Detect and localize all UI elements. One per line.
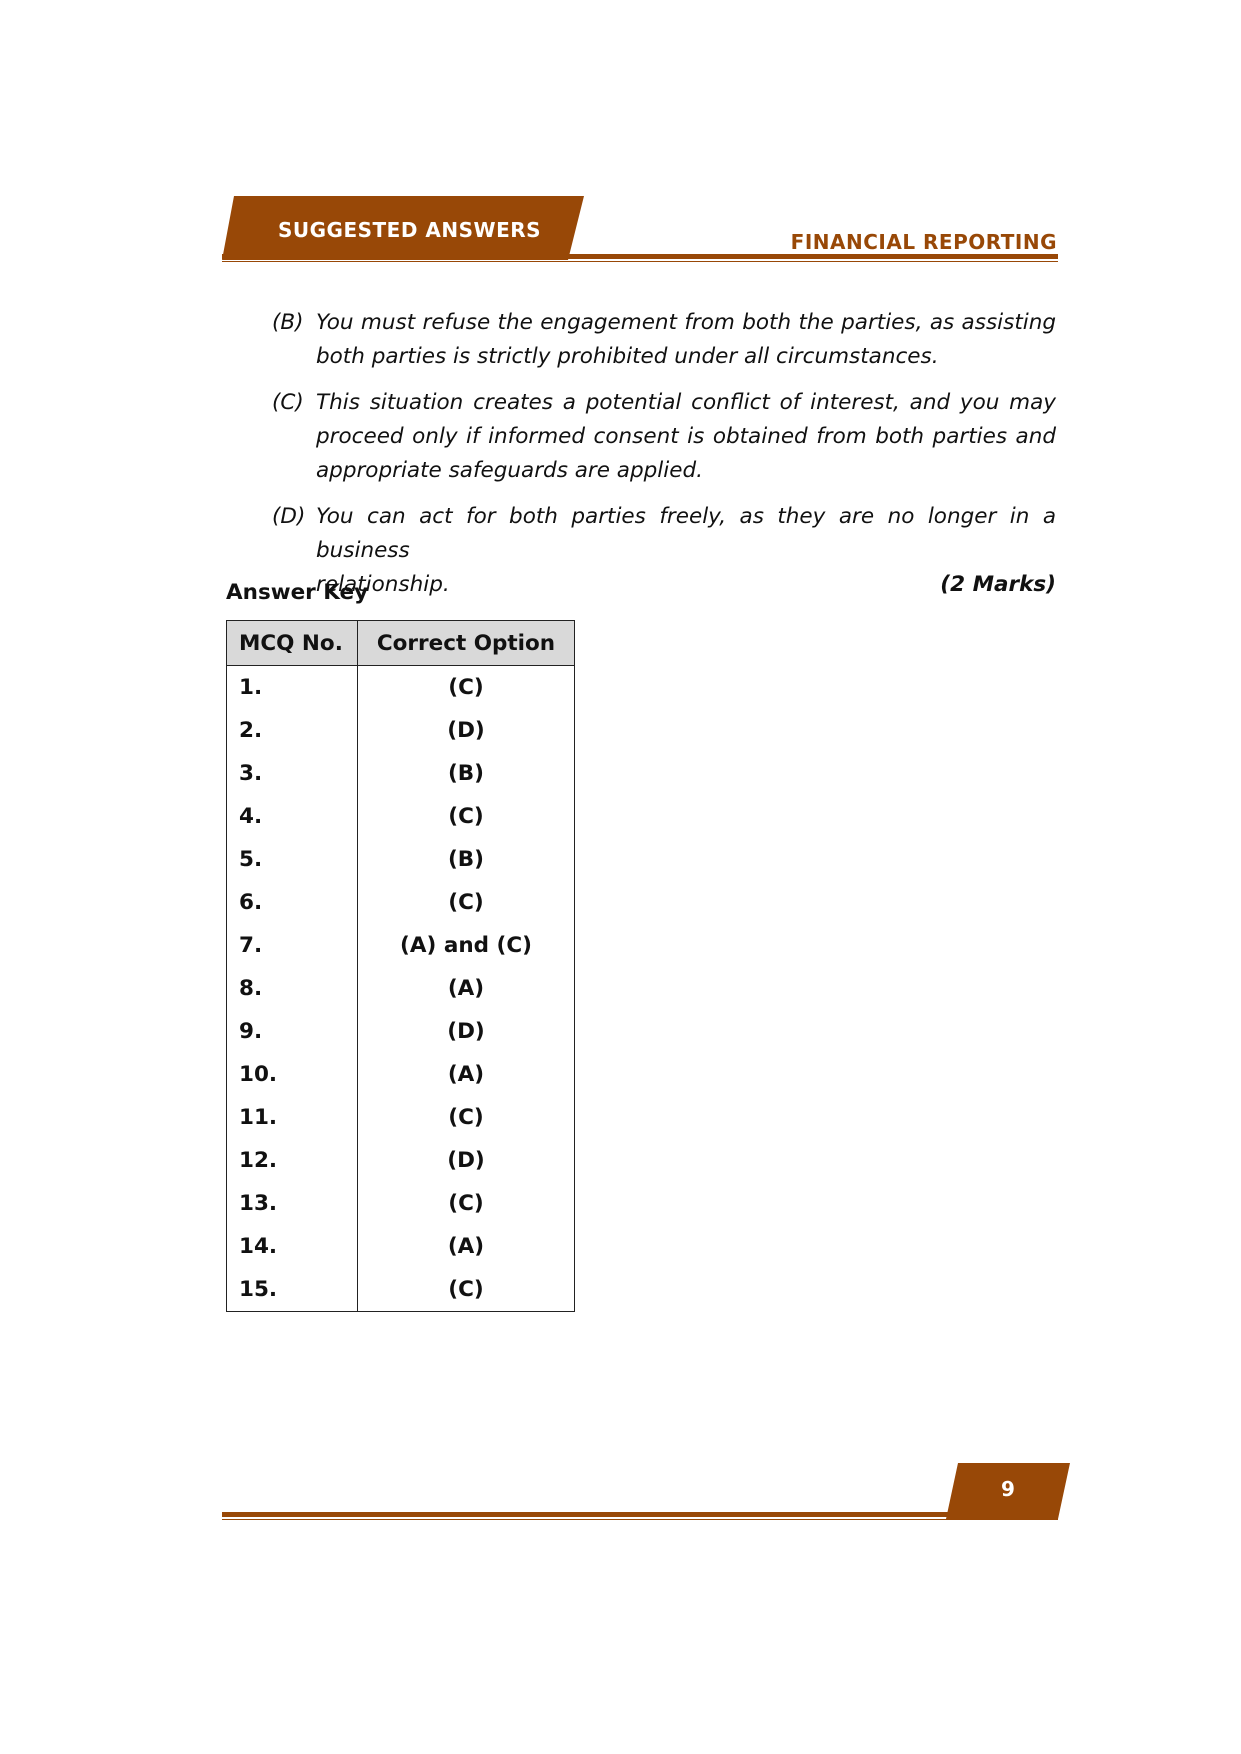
mcq-number: 10.	[227, 1053, 358, 1096]
correct-option: (C)	[358, 1182, 575, 1225]
mcq-number: 14.	[227, 1225, 358, 1268]
table-row	[227, 709, 575, 752]
table-row	[227, 924, 575, 967]
correct-option: (C)	[358, 1268, 575, 1312]
correct-option: (C)	[358, 666, 575, 710]
option-text-line1: You can act for both parties freely, as they are no longer in a business	[316, 504, 1056, 563]
option-letter: (D)	[272, 504, 306, 529]
table-row	[227, 967, 575, 1010]
option-d	[272, 500, 1056, 602]
answer-key-table	[226, 620, 575, 1312]
correct-option: (A)	[358, 967, 575, 1010]
correct-option: (B)	[358, 838, 575, 881]
header-subject-title: FINANCIAL REPORTING	[790, 230, 1057, 254]
option-letter: (C)	[272, 390, 304, 415]
correct-option: (D)	[358, 1139, 575, 1182]
correct-option: (A)	[358, 1053, 575, 1096]
page-number: 9	[1001, 1477, 1015, 1501]
mcq-number: 5.	[227, 838, 358, 881]
correct-option: (C)	[358, 795, 575, 838]
header-rule-thin	[222, 261, 1058, 262]
marks-label: (2 Marks)	[940, 572, 1056, 597]
footer-rule-thin	[222, 1519, 1058, 1520]
table-row	[227, 1225, 575, 1268]
footer-rule	[222, 1512, 952, 1517]
header-mcq-no: MCQ No.	[227, 621, 358, 666]
correct-option: (D)	[358, 1010, 575, 1053]
correct-option: (D)	[358, 709, 575, 752]
mcq-number: 1.	[227, 666, 358, 710]
mcq-number: 9.	[227, 1010, 358, 1053]
correct-option: (A) and (C)	[358, 924, 575, 967]
table-header-row	[227, 621, 575, 666]
correct-option: (C)	[358, 1096, 575, 1139]
mcq-number: 4.	[227, 795, 358, 838]
option-b	[272, 306, 1056, 374]
mcq-number: 6.	[227, 881, 358, 924]
mcq-options	[272, 306, 1056, 614]
table-row	[227, 1010, 575, 1053]
table-row	[227, 1139, 575, 1182]
mcq-number: 15.	[227, 1268, 358, 1312]
mcq-number: 2.	[227, 709, 358, 752]
mcq-number: 11.	[227, 1096, 358, 1139]
option-text-line2: relationship.	[316, 572, 450, 597]
table-row	[227, 666, 575, 710]
mcq-number: 8.	[227, 967, 358, 1010]
option-c	[272, 386, 1056, 488]
table-row	[227, 881, 575, 924]
table-row	[227, 1053, 575, 1096]
mcq-number: 7.	[227, 924, 358, 967]
table-row	[227, 1268, 575, 1312]
option-text: You must refuse the engagement from both the parties, as assisting both parties is strictly prohibited under all circumstances.	[316, 310, 1056, 369]
mcq-number: 13.	[227, 1182, 358, 1225]
table-row	[227, 1096, 575, 1139]
option-letter: (B)	[272, 310, 304, 335]
mcq-number: 12.	[227, 1139, 358, 1182]
table-row	[227, 752, 575, 795]
header-rule	[222, 254, 1058, 259]
header-tab-label: SUGGESTED ANSWERS	[278, 218, 542, 242]
table-row	[227, 795, 575, 838]
correct-option: (A)	[358, 1225, 575, 1268]
correct-option: (B)	[358, 752, 575, 795]
mcq-number: 3.	[227, 752, 358, 795]
table-row	[227, 1182, 575, 1225]
header-correct-option: Correct Option	[358, 621, 575, 666]
correct-option: (C)	[358, 881, 575, 924]
option-text: This situation creates a potential conflict of interest, and you may proceed only if informed consent is obtained from both parties and appropriate safeguards are applied.	[316, 390, 1056, 483]
answer-key-title: Answer Key	[226, 580, 369, 605]
option-text	[316, 500, 1056, 602]
table-row	[227, 838, 575, 881]
option-text-line2-row	[316, 568, 1056, 602]
